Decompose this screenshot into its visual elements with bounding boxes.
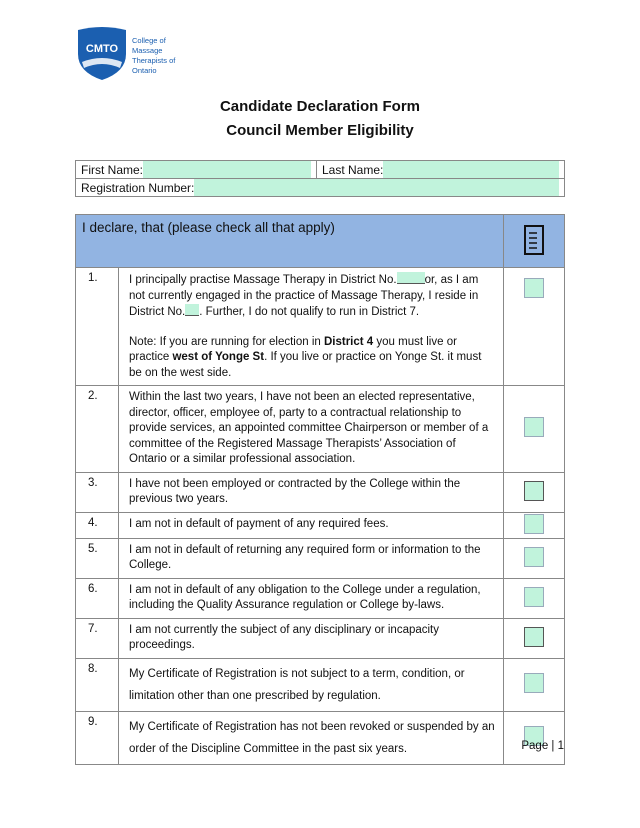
cmto-shield-icon <box>76 26 128 82</box>
form-title: Candidate Declaration Form <box>219 98 421 115</box>
declaration-checkbox[interactable] <box>524 627 544 647</box>
logo-acronym: CMTO <box>85 43 119 55</box>
item-text <box>119 268 504 386</box>
declaration-row <box>76 512 565 538</box>
declaration-checkbox[interactable] <box>524 417 544 437</box>
checkbox-cell <box>504 268 565 386</box>
item-text: I am not in default of returning any required form or information to the College. <box>119 538 504 578</box>
declaration-row <box>76 538 565 578</box>
first-name-field[interactable] <box>143 161 311 178</box>
item-number: 3. <box>76 472 119 512</box>
last-name-label: Last Name: <box>322 162 384 177</box>
declaration-table <box>75 214 565 765</box>
note-bold: west of Yonge St <box>172 351 265 363</box>
item-text: I have not been employed or contracted by the College within the previous two years. <box>119 472 504 512</box>
item-number: 9. <box>76 711 119 764</box>
declaration-row <box>76 268 565 386</box>
item-number: 6. <box>76 578 119 618</box>
item-text: My Certificate of Registration has not been revoked or suspended by an order of the Discipline Committee in the past six years. <box>119 711 504 764</box>
declaration-header-row <box>76 215 565 268</box>
note-part: . If you live or practice on Yonge St. it must be on the west side. <box>129 351 482 379</box>
note-part: Note: If you are running for election in <box>129 335 324 348</box>
last-name-field[interactable] <box>383 161 559 178</box>
first-name-cell <box>76 161 317 179</box>
logo-line: Massage <box>132 46 163 55</box>
page-number: Page | 1 <box>521 740 564 752</box>
checklist-icon <box>523 225 545 255</box>
checkbox-cell <box>504 538 565 578</box>
declaration-checkbox[interactable] <box>524 547 544 567</box>
district-number-field[interactable] <box>397 272 425 284</box>
item-text-part: . Further, I do not qualify to run in District 7. <box>199 306 420 318</box>
logo-line: Ontario <box>132 66 157 75</box>
declaration-row <box>76 711 565 764</box>
declaration-row <box>76 618 565 658</box>
declaration-checkbox[interactable] <box>524 673 544 693</box>
item-text: I am not in default of any obligation to the College under a regulation, including the Quality Assurance regulation or College by-laws. <box>119 578 504 618</box>
item-text: My Certificate of Registration is not subject to a term, condition, or limitation other than one prescribed by regulation. <box>119 658 504 711</box>
declaration-header: I declare, that (please check all that apply) <box>76 215 504 268</box>
checkbox-cell <box>504 386 565 473</box>
registration-number-field[interactable] <box>194 179 559 196</box>
form-subtitle: Council Member Eligibility <box>226 122 414 139</box>
declaration-checkbox[interactable] <box>524 587 544 607</box>
item-number: 7. <box>76 618 119 658</box>
declaration-checkbox[interactable] <box>524 278 544 298</box>
declaration-checkbox[interactable] <box>524 481 544 501</box>
item-text-part: or, as I am not currently engaged in the practice of Massage Therapy, I reside in District No. <box>129 274 479 318</box>
checkbox-cell <box>504 512 565 538</box>
item-text-part: I principally practise Massage Therapy in District No. <box>129 274 397 286</box>
last-name-cell <box>317 161 565 179</box>
item-text: Within the last two years, I have not been an elected representative, director, officer, employee of, party to a contractual relationship to provide services, an appointed committee Chairperson or member of a committee of the Registered Massage Therapists’ Association of Ontario or a similar professional association. <box>119 386 504 473</box>
first-name-label: First Name: <box>81 162 144 177</box>
logo-line: Therapists of <box>132 56 176 65</box>
declaration-row <box>76 658 565 711</box>
checkbox-cell <box>504 578 565 618</box>
cmto-logo <box>76 26 186 86</box>
checkbox-cell <box>504 472 565 512</box>
district-note <box>129 335 495 382</box>
note-bold: District 4 <box>323 335 374 348</box>
registration-number-cell <box>76 179 565 197</box>
registration-number-label: Registration Number: <box>81 180 195 195</box>
item-text: I am not in default of payment of any required fees. <box>119 512 504 538</box>
declaration-row <box>76 386 565 473</box>
declaration-row <box>76 578 565 618</box>
item-number: 8. <box>76 658 119 711</box>
item-number: 2. <box>76 386 119 473</box>
checklist-header-cell <box>504 215 565 268</box>
checkbox-cell <box>504 711 565 764</box>
item-number: 5. <box>76 538 119 578</box>
district-residence-field[interactable] <box>185 304 199 316</box>
note-part: you must live or practice <box>129 335 457 363</box>
declaration-checkbox[interactable] <box>524 514 544 534</box>
checkbox-cell <box>504 658 565 711</box>
item-number: 1. <box>76 268 119 386</box>
declaration-row <box>76 472 565 512</box>
checkbox-cell <box>504 618 565 658</box>
item-text: I am not currently the subject of any disciplinary or incapacity proceedings. <box>119 618 504 658</box>
item-number: 4. <box>76 512 119 538</box>
logo-line: College of <box>132 36 166 45</box>
candidate-info-table <box>75 160 565 197</box>
logo-org-name <box>132 36 175 76</box>
